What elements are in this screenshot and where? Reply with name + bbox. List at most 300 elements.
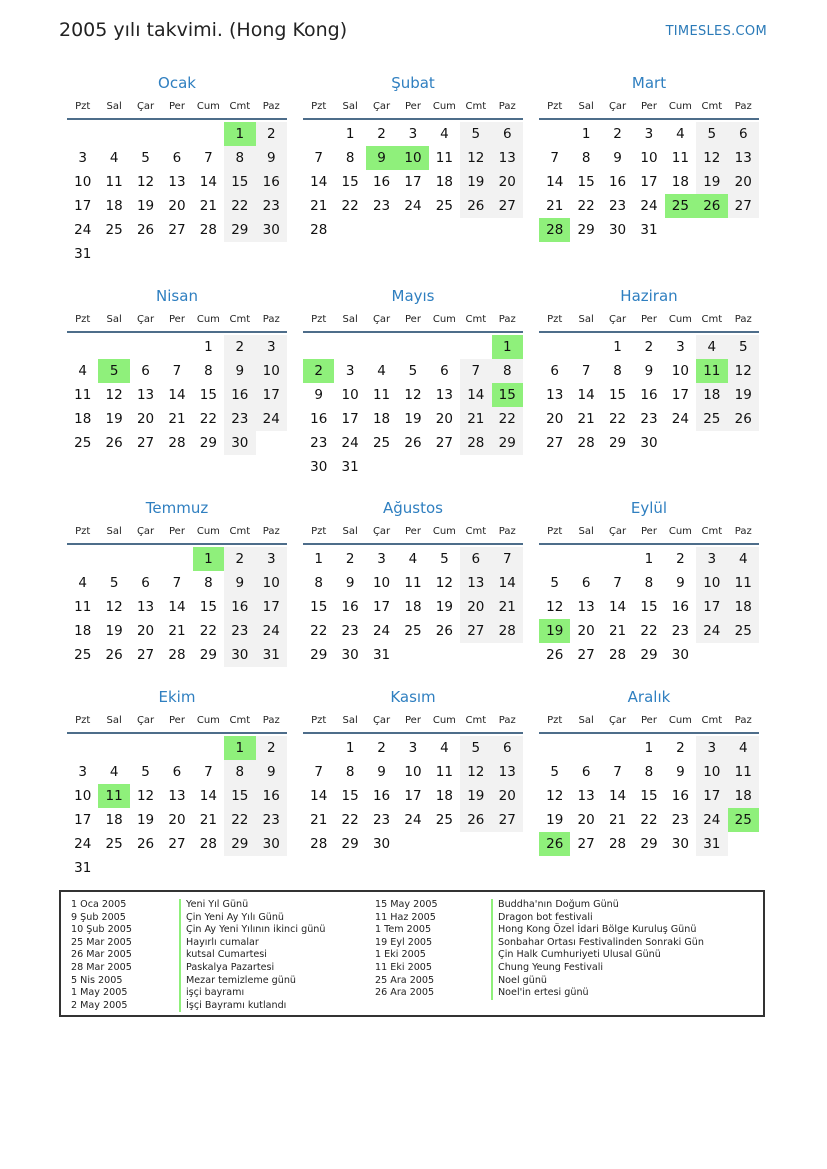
day-cell[interactable]: 6 — [440, 363, 449, 379]
day-cell[interactable]: 17 — [256, 595, 287, 619]
day-cell[interactable]: 25 — [372, 435, 391, 451]
day-cell[interactable]: 24 — [372, 623, 391, 639]
day-cell[interactable]: 18 — [105, 812, 123, 828]
day-cell[interactable]: 19 — [460, 170, 491, 194]
day-cell[interactable]: 4 — [728, 547, 759, 571]
day-cell[interactable]: 20 — [136, 411, 155, 427]
day-cell[interactable]: 3 — [696, 547, 727, 571]
holiday-day-cell[interactable]: 1 — [492, 335, 523, 359]
day-cell[interactable]: 14 — [310, 174, 328, 190]
day-cell[interactable]: 29 — [640, 836, 658, 852]
day-cell[interactable]: 10 — [640, 150, 658, 166]
day-cell[interactable]: 25 — [728, 619, 759, 643]
holiday-day-cell[interactable]: 1 — [224, 122, 255, 146]
day-cell[interactable]: 31 — [640, 222, 658, 238]
day-cell[interactable]: 5 — [696, 122, 727, 146]
day-cell[interactable]: 29 — [199, 647, 217, 663]
day-cell[interactable]: 13 — [546, 387, 564, 403]
day-cell[interactable]: 16 — [671, 788, 689, 804]
day-cell[interactable]: 17 — [341, 411, 359, 427]
day-cell[interactable]: 1 — [204, 339, 213, 355]
day-cell[interactable]: 31 — [341, 459, 359, 475]
day-cell[interactable]: 15 — [199, 387, 217, 403]
day-cell[interactable]: 30 — [671, 836, 689, 852]
day-cell[interactable]: 21 — [199, 812, 217, 828]
day-cell[interactable]: 28 — [199, 222, 217, 238]
day-cell[interactable]: 5 — [728, 335, 759, 359]
day-cell[interactable]: 18 — [404, 599, 422, 615]
day-cell[interactable]: 11 — [105, 174, 123, 190]
day-cell[interactable]: 2 — [644, 339, 654, 355]
day-cell[interactable]: 31 — [372, 647, 391, 663]
day-cell[interactable]: 12 — [546, 599, 564, 615]
day-cell[interactable]: 27 — [136, 647, 155, 663]
day-cell[interactable]: 18 — [671, 174, 689, 190]
day-cell[interactable]: 14 — [577, 387, 595, 403]
day-cell[interactable]: 5 — [550, 764, 559, 780]
day-cell[interactable]: 10 — [256, 571, 287, 595]
day-cell[interactable]: 1 — [345, 126, 355, 142]
day-cell[interactable]: 27 — [168, 836, 186, 852]
day-cell[interactable]: 23 — [341, 623, 359, 639]
day-cell[interactable]: 1 — [314, 551, 323, 567]
day-cell[interactable]: 18 — [74, 623, 92, 639]
day-cell[interactable]: 17 — [256, 383, 287, 407]
day-cell[interactable]: 6 — [460, 547, 491, 571]
day-cell[interactable]: 5 — [460, 736, 491, 760]
day-cell[interactable]: 28 — [577, 435, 595, 451]
day-cell[interactable]: 30 — [608, 222, 627, 238]
day-cell[interactable]: 19 — [460, 784, 491, 808]
day-cell[interactable]: 8 — [224, 146, 255, 170]
day-cell[interactable]: 2 — [613, 126, 622, 142]
day-cell[interactable]: 17 — [404, 174, 422, 190]
day-cell[interactable]: 26 — [136, 836, 155, 852]
day-cell[interactable]: 11 — [404, 575, 422, 591]
day-cell[interactable]: 9 — [224, 359, 255, 383]
day-cell[interactable]: 15 — [608, 387, 627, 403]
day-cell[interactable]: 18 — [105, 198, 123, 214]
day-cell[interactable]: 19 — [105, 411, 123, 427]
day-cell[interactable]: 13 — [168, 174, 186, 190]
day-cell[interactable]: 9 — [676, 764, 685, 780]
day-cell[interactable]: 17 — [372, 599, 391, 615]
day-cell[interactable]: 30 — [310, 459, 328, 475]
day-cell[interactable]: 22 — [199, 411, 217, 427]
day-cell[interactable]: 12 — [728, 359, 759, 383]
day-cell[interactable]: 1 — [644, 551, 654, 567]
day-cell[interactable]: 22 — [341, 812, 359, 828]
day-cell[interactable]: 12 — [136, 174, 155, 190]
day-cell[interactable]: 2 — [256, 122, 287, 146]
day-cell[interactable]: 23 — [256, 808, 287, 832]
day-cell[interactable]: 11 — [74, 387, 92, 403]
day-cell[interactable]: 22 — [492, 407, 523, 431]
site-logo[interactable]: TIMESLES.COM — [665, 24, 767, 39]
holiday-day-cell[interactable]: 5 — [98, 359, 129, 383]
day-cell[interactable]: 17 — [404, 788, 422, 804]
day-cell[interactable]: 24 — [640, 198, 658, 214]
day-cell[interactable]: 7 — [314, 764, 323, 780]
day-cell[interactable]: 19 — [105, 623, 123, 639]
day-cell[interactable]: 27 — [492, 808, 523, 832]
day-cell[interactable]: 3 — [644, 126, 654, 142]
day-cell[interactable]: 18 — [372, 411, 391, 427]
day-cell[interactable]: 4 — [109, 150, 119, 166]
day-cell[interactable]: 14 — [546, 174, 564, 190]
day-cell[interactable]: 8 — [345, 150, 355, 166]
day-cell[interactable]: 22 — [341, 198, 359, 214]
day-cell[interactable]: 21 — [608, 623, 627, 639]
day-cell[interactable]: 10 — [404, 764, 422, 780]
day-cell[interactable]: 23 — [608, 198, 627, 214]
day-cell[interactable]: 15 — [640, 599, 658, 615]
day-cell[interactable]: 27 — [492, 194, 523, 218]
day-cell[interactable]: 31 — [696, 832, 727, 856]
day-cell[interactable]: 18 — [696, 383, 727, 407]
day-cell[interactable]: 8 — [581, 150, 591, 166]
day-cell[interactable]: 15 — [341, 174, 359, 190]
day-cell[interactable]: 27 — [435, 435, 453, 451]
day-cell[interactable]: 24 — [404, 812, 422, 828]
day-cell[interactable]: 18 — [728, 784, 759, 808]
day-cell[interactable]: 6 — [172, 764, 182, 780]
day-cell[interactable]: 9 — [345, 575, 355, 591]
day-cell[interactable]: 17 — [696, 595, 727, 619]
holiday-day-cell[interactable]: 9 — [366, 146, 397, 170]
holiday-day-cell[interactable]: 25 — [728, 808, 759, 832]
day-cell[interactable]: 23 — [372, 812, 391, 828]
day-cell[interactable]: 27 — [460, 619, 491, 643]
day-cell[interactable]: 21 — [546, 198, 564, 214]
day-cell[interactable]: 20 — [577, 623, 595, 639]
day-cell[interactable]: 24 — [256, 619, 287, 643]
day-cell[interactable]: 16 — [608, 174, 627, 190]
day-cell[interactable]: 9 — [613, 150, 622, 166]
day-cell[interactable]: 21 — [199, 198, 217, 214]
day-cell[interactable]: 28 — [310, 836, 328, 852]
day-cell[interactable]: 24 — [74, 836, 92, 852]
day-cell[interactable]: 13 — [136, 599, 155, 615]
day-cell[interactable]: 11 — [728, 571, 759, 595]
day-cell[interactable]: 31 — [256, 643, 287, 667]
day-cell[interactable]: 7 — [172, 363, 182, 379]
day-cell[interactable]: 10 — [341, 387, 359, 403]
day-cell[interactable]: 4 — [696, 335, 727, 359]
day-cell[interactable]: 9 — [676, 575, 685, 591]
day-cell[interactable]: 12 — [435, 575, 453, 591]
holiday-day-cell[interactable]: 26 — [696, 194, 727, 218]
day-cell[interactable]: 2 — [377, 126, 386, 142]
day-cell[interactable]: 18 — [435, 788, 453, 804]
day-cell[interactable]: 21 — [168, 623, 186, 639]
day-cell[interactable]: 6 — [581, 764, 591, 780]
day-cell[interactable]: 4 — [728, 736, 759, 760]
day-cell[interactable]: 1 — [644, 740, 654, 756]
day-cell[interactable]: 7 — [550, 150, 559, 166]
day-cell[interactable]: 12 — [696, 146, 727, 170]
day-cell[interactable]: 4 — [676, 126, 685, 142]
day-cell[interactable]: 19 — [136, 198, 155, 214]
day-cell[interactable]: 13 — [168, 788, 186, 804]
day-cell[interactable]: 4 — [440, 126, 449, 142]
day-cell[interactable]: 3 — [78, 764, 87, 780]
day-cell[interactable]: 12 — [460, 146, 491, 170]
day-cell[interactable]: 21 — [168, 411, 186, 427]
holiday-day-cell[interactable]: 10 — [397, 146, 428, 170]
day-cell[interactable]: 14 — [168, 599, 186, 615]
day-cell[interactable]: 7 — [492, 547, 523, 571]
day-cell[interactable]: 13 — [435, 387, 453, 403]
day-cell[interactable]: 3 — [408, 740, 418, 756]
holiday-day-cell[interactable]: 28 — [539, 218, 570, 242]
day-cell[interactable]: 2 — [345, 551, 355, 567]
day-cell[interactable]: 23 — [640, 411, 658, 427]
day-cell[interactable]: 11 — [671, 150, 689, 166]
day-cell[interactable]: 8 — [492, 359, 523, 383]
day-cell[interactable]: 23 — [671, 623, 689, 639]
day-cell[interactable]: 16 — [310, 411, 328, 427]
day-cell[interactable]: 25 — [435, 198, 453, 214]
day-cell[interactable]: 25 — [404, 623, 422, 639]
day-cell[interactable]: 7 — [204, 150, 213, 166]
day-cell[interactable]: 22 — [640, 623, 658, 639]
day-cell[interactable]: 14 — [168, 387, 186, 403]
day-cell[interactable]: 22 — [310, 623, 328, 639]
day-cell[interactable]: 18 — [728, 595, 759, 619]
day-cell[interactable]: 28 — [608, 647, 627, 663]
day-cell[interactable]: 29 — [608, 435, 627, 451]
day-cell[interactable]: 8 — [613, 363, 622, 379]
day-cell[interactable]: 27 — [577, 836, 595, 852]
day-cell[interactable]: 16 — [256, 784, 287, 808]
day-cell[interactable]: 28 — [608, 836, 627, 852]
day-cell[interactable]: 8 — [204, 363, 213, 379]
day-cell[interactable]: 16 — [224, 383, 255, 407]
day-cell[interactable]: 14 — [608, 788, 627, 804]
day-cell[interactable]: 15 — [199, 599, 217, 615]
day-cell[interactable]: 5 — [141, 150, 150, 166]
day-cell[interactable]: 11 — [728, 760, 759, 784]
day-cell[interactable]: 30 — [341, 647, 359, 663]
day-cell[interactable]: 29 — [224, 218, 255, 242]
day-cell[interactable]: 16 — [640, 387, 658, 403]
day-cell[interactable]: 13 — [136, 387, 155, 403]
day-cell[interactable]: 29 — [199, 435, 217, 451]
day-cell[interactable]: 10 — [696, 760, 727, 784]
day-cell[interactable]: 30 — [224, 431, 255, 455]
day-cell[interactable]: 26 — [435, 623, 453, 639]
day-cell[interactable]: 7 — [613, 764, 622, 780]
day-cell[interactable]: 14 — [199, 174, 217, 190]
day-cell[interactable]: 13 — [577, 788, 595, 804]
day-cell[interactable]: 27 — [728, 194, 759, 218]
day-cell[interactable]: 2 — [676, 551, 685, 567]
day-cell[interactable]: 31 — [74, 860, 92, 876]
day-cell[interactable]: 20 — [577, 812, 595, 828]
day-cell[interactable]: 20 — [168, 812, 186, 828]
day-cell[interactable]: 7 — [460, 359, 491, 383]
day-cell[interactable]: 1 — [613, 339, 622, 355]
day-cell[interactable]: 28 — [310, 222, 328, 238]
day-cell[interactable]: 20 — [435, 411, 453, 427]
day-cell[interactable]: 16 — [341, 599, 359, 615]
day-cell[interactable]: 30 — [372, 836, 391, 852]
day-cell[interactable]: 29 — [640, 647, 658, 663]
day-cell[interactable]: 18 — [435, 174, 453, 190]
day-cell[interactable]: 28 — [199, 836, 217, 852]
day-cell[interactable]: 8 — [224, 760, 255, 784]
holiday-day-cell[interactable]: 1 — [193, 547, 224, 571]
day-cell[interactable]: 16 — [256, 170, 287, 194]
day-cell[interactable]: 29 — [341, 836, 359, 852]
day-cell[interactable]: 1 — [581, 126, 591, 142]
day-cell[interactable]: 1 — [345, 740, 355, 756]
day-cell[interactable]: 3 — [78, 150, 87, 166]
day-cell[interactable]: 25 — [435, 812, 453, 828]
day-cell[interactable]: 6 — [141, 575, 150, 591]
day-cell[interactable]: 27 — [168, 222, 186, 238]
day-cell[interactable]: 26 — [460, 808, 491, 832]
day-cell[interactable]: 19 — [404, 411, 422, 427]
day-cell[interactable]: 23 — [310, 435, 328, 451]
day-cell[interactable]: 9 — [644, 363, 654, 379]
day-cell[interactable]: 12 — [105, 387, 123, 403]
day-cell[interactable]: 11 — [435, 764, 453, 780]
day-cell[interactable]: 3 — [676, 339, 685, 355]
day-cell[interactable]: 12 — [460, 760, 491, 784]
day-cell[interactable]: 19 — [136, 812, 155, 828]
day-cell[interactable]: 22 — [640, 812, 658, 828]
day-cell[interactable]: 16 — [372, 788, 391, 804]
day-cell[interactable]: 3 — [408, 126, 418, 142]
day-cell[interactable]: 9 — [314, 387, 323, 403]
day-cell[interactable]: 26 — [460, 194, 491, 218]
day-cell[interactable]: 12 — [105, 599, 123, 615]
day-cell[interactable]: 26 — [546, 647, 564, 663]
day-cell[interactable]: 7 — [172, 575, 182, 591]
day-cell[interactable]: 13 — [460, 571, 491, 595]
day-cell[interactable]: 4 — [440, 740, 449, 756]
day-cell[interactable]: 24 — [696, 808, 727, 832]
day-cell[interactable]: 15 — [224, 170, 255, 194]
day-cell[interactable]: 25 — [696, 407, 727, 431]
day-cell[interactable]: 21 — [608, 812, 627, 828]
day-cell[interactable]: 9 — [256, 760, 287, 784]
day-cell[interactable]: 5 — [408, 363, 418, 379]
day-cell[interactable]: 11 — [435, 150, 453, 166]
day-cell[interactable]: 16 — [372, 174, 391, 190]
day-cell[interactable]: 14 — [310, 788, 328, 804]
day-cell[interactable]: 10 — [671, 363, 689, 379]
holiday-day-cell[interactable]: 11 — [98, 784, 129, 808]
day-cell[interactable]: 25 — [105, 836, 123, 852]
day-cell[interactable]: 21 — [577, 411, 595, 427]
day-cell[interactable]: 9 — [256, 146, 287, 170]
day-cell[interactable]: 13 — [492, 760, 523, 784]
day-cell[interactable]: 5 — [440, 551, 449, 567]
day-cell[interactable]: 12 — [136, 788, 155, 804]
day-cell[interactable]: 17 — [74, 812, 92, 828]
day-cell[interactable]: 17 — [74, 198, 92, 214]
day-cell[interactable]: 19 — [546, 812, 564, 828]
day-cell[interactable]: 10 — [372, 575, 391, 591]
day-cell[interactable]: 6 — [550, 363, 559, 379]
day-cell[interactable]: 3 — [256, 335, 287, 359]
day-cell[interactable]: 17 — [696, 784, 727, 808]
day-cell[interactable]: 10 — [74, 788, 92, 804]
day-cell[interactable]: 15 — [310, 599, 328, 615]
holiday-day-cell[interactable]: 15 — [492, 383, 523, 407]
day-cell[interactable]: 3 — [377, 551, 386, 567]
day-cell[interactable]: 14 — [460, 383, 491, 407]
day-cell[interactable]: 6 — [492, 736, 523, 760]
day-cell[interactable]: 19 — [728, 383, 759, 407]
day-cell[interactable]: 5 — [550, 575, 559, 591]
day-cell[interactable]: 15 — [224, 784, 255, 808]
day-cell[interactable]: 22 — [224, 194, 255, 218]
day-cell[interactable]: 20 — [492, 170, 523, 194]
day-cell[interactable]: 22 — [199, 623, 217, 639]
day-cell[interactable]: 28 — [492, 619, 523, 643]
day-cell[interactable]: 22 — [608, 411, 627, 427]
day-cell[interactable]: 20 — [546, 411, 564, 427]
day-cell[interactable]: 8 — [644, 575, 654, 591]
day-cell[interactable]: 29 — [492, 431, 523, 455]
day-cell[interactable]: 30 — [671, 647, 689, 663]
day-cell[interactable]: 30 — [256, 832, 287, 856]
day-cell[interactable]: 23 — [256, 194, 287, 218]
day-cell[interactable]: 15 — [640, 788, 658, 804]
day-cell[interactable]: 24 — [404, 198, 422, 214]
day-cell[interactable]: 25 — [74, 647, 92, 663]
day-cell[interactable]: 24 — [256, 407, 287, 431]
day-cell[interactable]: 10 — [74, 174, 92, 190]
day-cell[interactable]: 20 — [136, 623, 155, 639]
day-cell[interactable]: 13 — [577, 599, 595, 615]
day-cell[interactable]: 3 — [256, 547, 287, 571]
day-cell[interactable]: 29 — [577, 222, 595, 238]
day-cell[interactable]: 30 — [640, 435, 658, 451]
day-cell[interactable]: 29 — [310, 647, 328, 663]
day-cell[interactable]: 26 — [105, 435, 123, 451]
day-cell[interactable]: 9 — [377, 764, 386, 780]
holiday-day-cell[interactable]: 2 — [303, 359, 334, 383]
day-cell[interactable]: 24 — [671, 411, 689, 427]
day-cell[interactable]: 24 — [696, 619, 727, 643]
day-cell[interactable]: 13 — [492, 146, 523, 170]
day-cell[interactable]: 31 — [74, 246, 92, 262]
day-cell[interactable]: 11 — [372, 387, 391, 403]
day-cell[interactable]: 30 — [224, 643, 255, 667]
day-cell[interactable]: 8 — [314, 575, 323, 591]
day-cell[interactable]: 8 — [644, 764, 654, 780]
day-cell[interactable]: 13 — [728, 146, 759, 170]
day-cell[interactable]: 28 — [168, 435, 186, 451]
day-cell[interactable]: 24 — [341, 435, 359, 451]
day-cell[interactable]: 6 — [492, 122, 523, 146]
day-cell[interactable]: 2 — [377, 740, 386, 756]
day-cell[interactable]: 2 — [224, 547, 255, 571]
day-cell[interactable]: 22 — [224, 808, 255, 832]
holiday-day-cell[interactable]: 1 — [224, 736, 255, 760]
day-cell[interactable]: 23 — [671, 812, 689, 828]
day-cell[interactable]: 14 — [492, 571, 523, 595]
day-cell[interactable]: 7 — [581, 363, 591, 379]
day-cell[interactable]: 23 — [224, 619, 255, 643]
day-cell[interactable]: 16 — [224, 595, 255, 619]
day-cell[interactable]: 23 — [372, 198, 391, 214]
